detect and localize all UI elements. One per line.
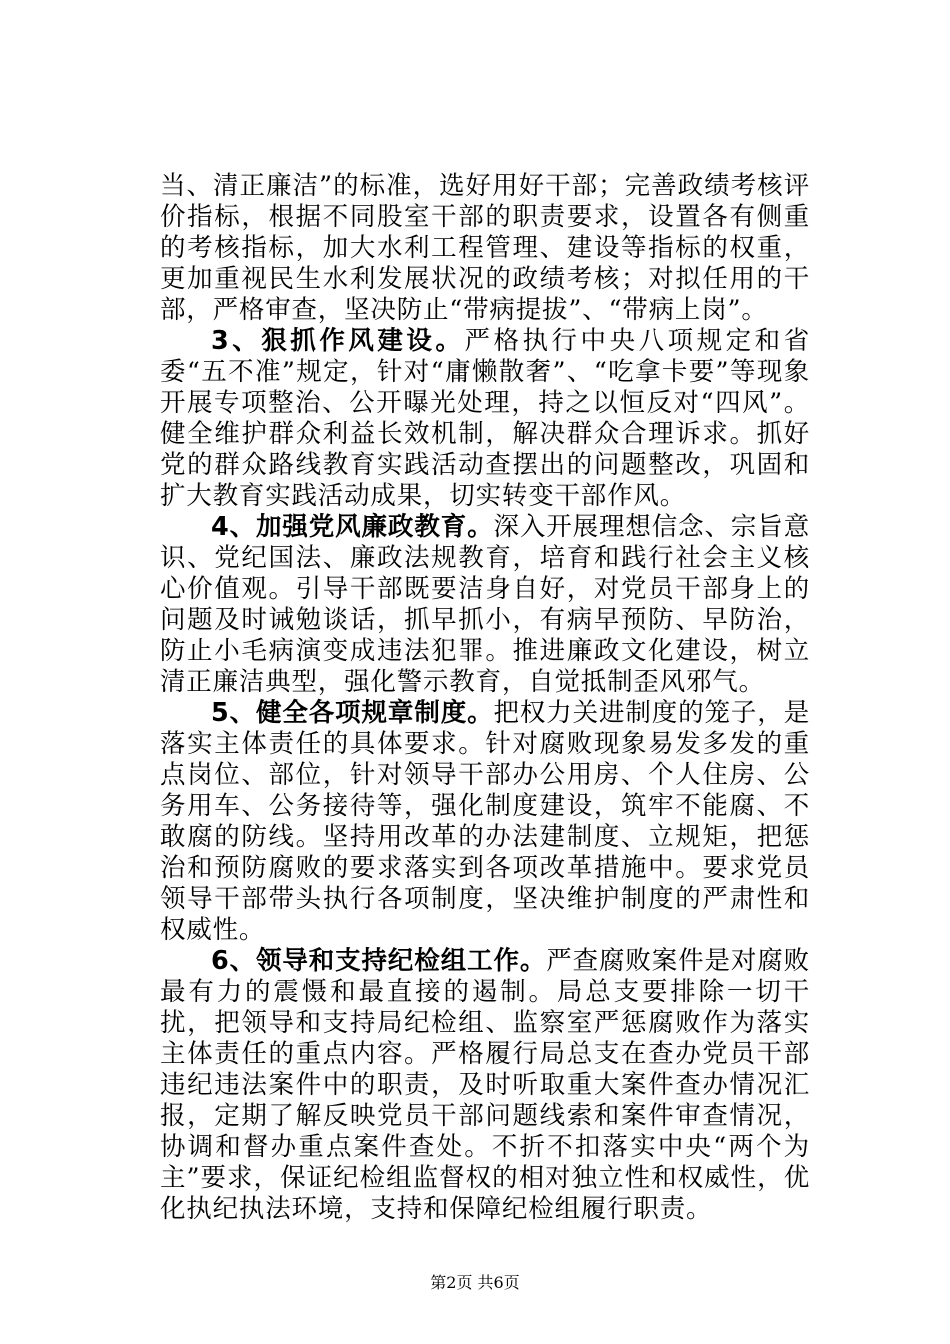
paragraph-2-body: 严格执行中央八项规定和省委“五不准”规定，针对“庸懒散奢”、“吃拿卡要”等现象开展专项整治、公开曝光处理，持之以恒反对“四风”。健全维护群众利益长效机制，解决群众合理诉求。抓好党的群众路线教育实践活动查摆出的问题整改，巩固和扩大教育实践活动成果，切实转变干部作风。 [160, 326, 810, 511]
paragraph-4-heading: 5、健全各项规章制度。 [211, 698, 494, 728]
paragraph-3 [160, 512, 810, 698]
paragraph-2-heading: 3、狠抓作风建设。 [211, 326, 465, 356]
page-number-footer: 第2页 共6页 [430, 1273, 520, 1292]
paragraph-5-heading: 6、领导和支持纪检组工作。 [211, 946, 547, 976]
paragraph-3-body: 深入开展理想信念、宗旨意识、党纪国法、廉政法规教育，培育和践行社会主义核心价值观。引导干部既要洁身自好，对党员干部身上的问题及时诫勉谈话，抓早抓小，有病早预防、早防治，防止小毛病演变成违法犯罪。推进廉政文化建设，树立清正廉洁典型，强化警示教育，自觉抵制歪风邪气。 [160, 512, 810, 697]
paragraph-4-body: 把权力关进制度的笼子，是落实主体责任的具体要求。针对腐败现象易发多发的重点岗位、部位，针对领导干部办公用房、个人住房、公务用车、公务接待等，强化制度建设，筑牢不能腐、不敢腐的防线。坚持用改革的办法建制度、立规矩，把惩治和预防腐败的要求落实到各项改革措施中。要求党员领导干部带头执行各项制度，坚决维护制度的严肃性和权威性。 [160, 698, 810, 945]
paragraph-1 [160, 171, 810, 326]
paragraph-4 [160, 698, 810, 946]
paragraph-2 [160, 326, 810, 512]
paragraph-3-heading: 4、加强党风廉政教育。 [211, 512, 494, 542]
paragraph-5 [160, 946, 810, 1225]
paragraph-5-body: 严查腐败案件是对腐败最有力的震慑和最直接的遏制。局总支要排除一切干扰，把领导和支持局纪检组、监察室严惩腐败作为落实主体责任的重点内容。严格履行局总支在查办党员干部违纪违法案件中的职责，及时听取重大案件查办情况汇报，定期了解反映党员干部问题线索和案件审查情况，协调和督办重点案件查处。不折不扣落实中央“两个为主”要求，保证纪检组监督权的相对独立性和权威性，优化执纪执法环境，支持和保障纪检组履行职责。 [160, 946, 810, 1224]
document-body [160, 171, 810, 1225]
paragraph-1-body: 当、清正廉洁”的标准，选好用好干部；完善政绩考核评价指标，根据不同股室干部的职责要求，设置各有侧重的考核指标，加大水利工程管理、建设等指标的权重，更加重视民生水利发展状况的政绩考核；对拟任用的干部，严格审查，坚决防止“带病提拔”、“带病上岗”。 [160, 171, 810, 325]
